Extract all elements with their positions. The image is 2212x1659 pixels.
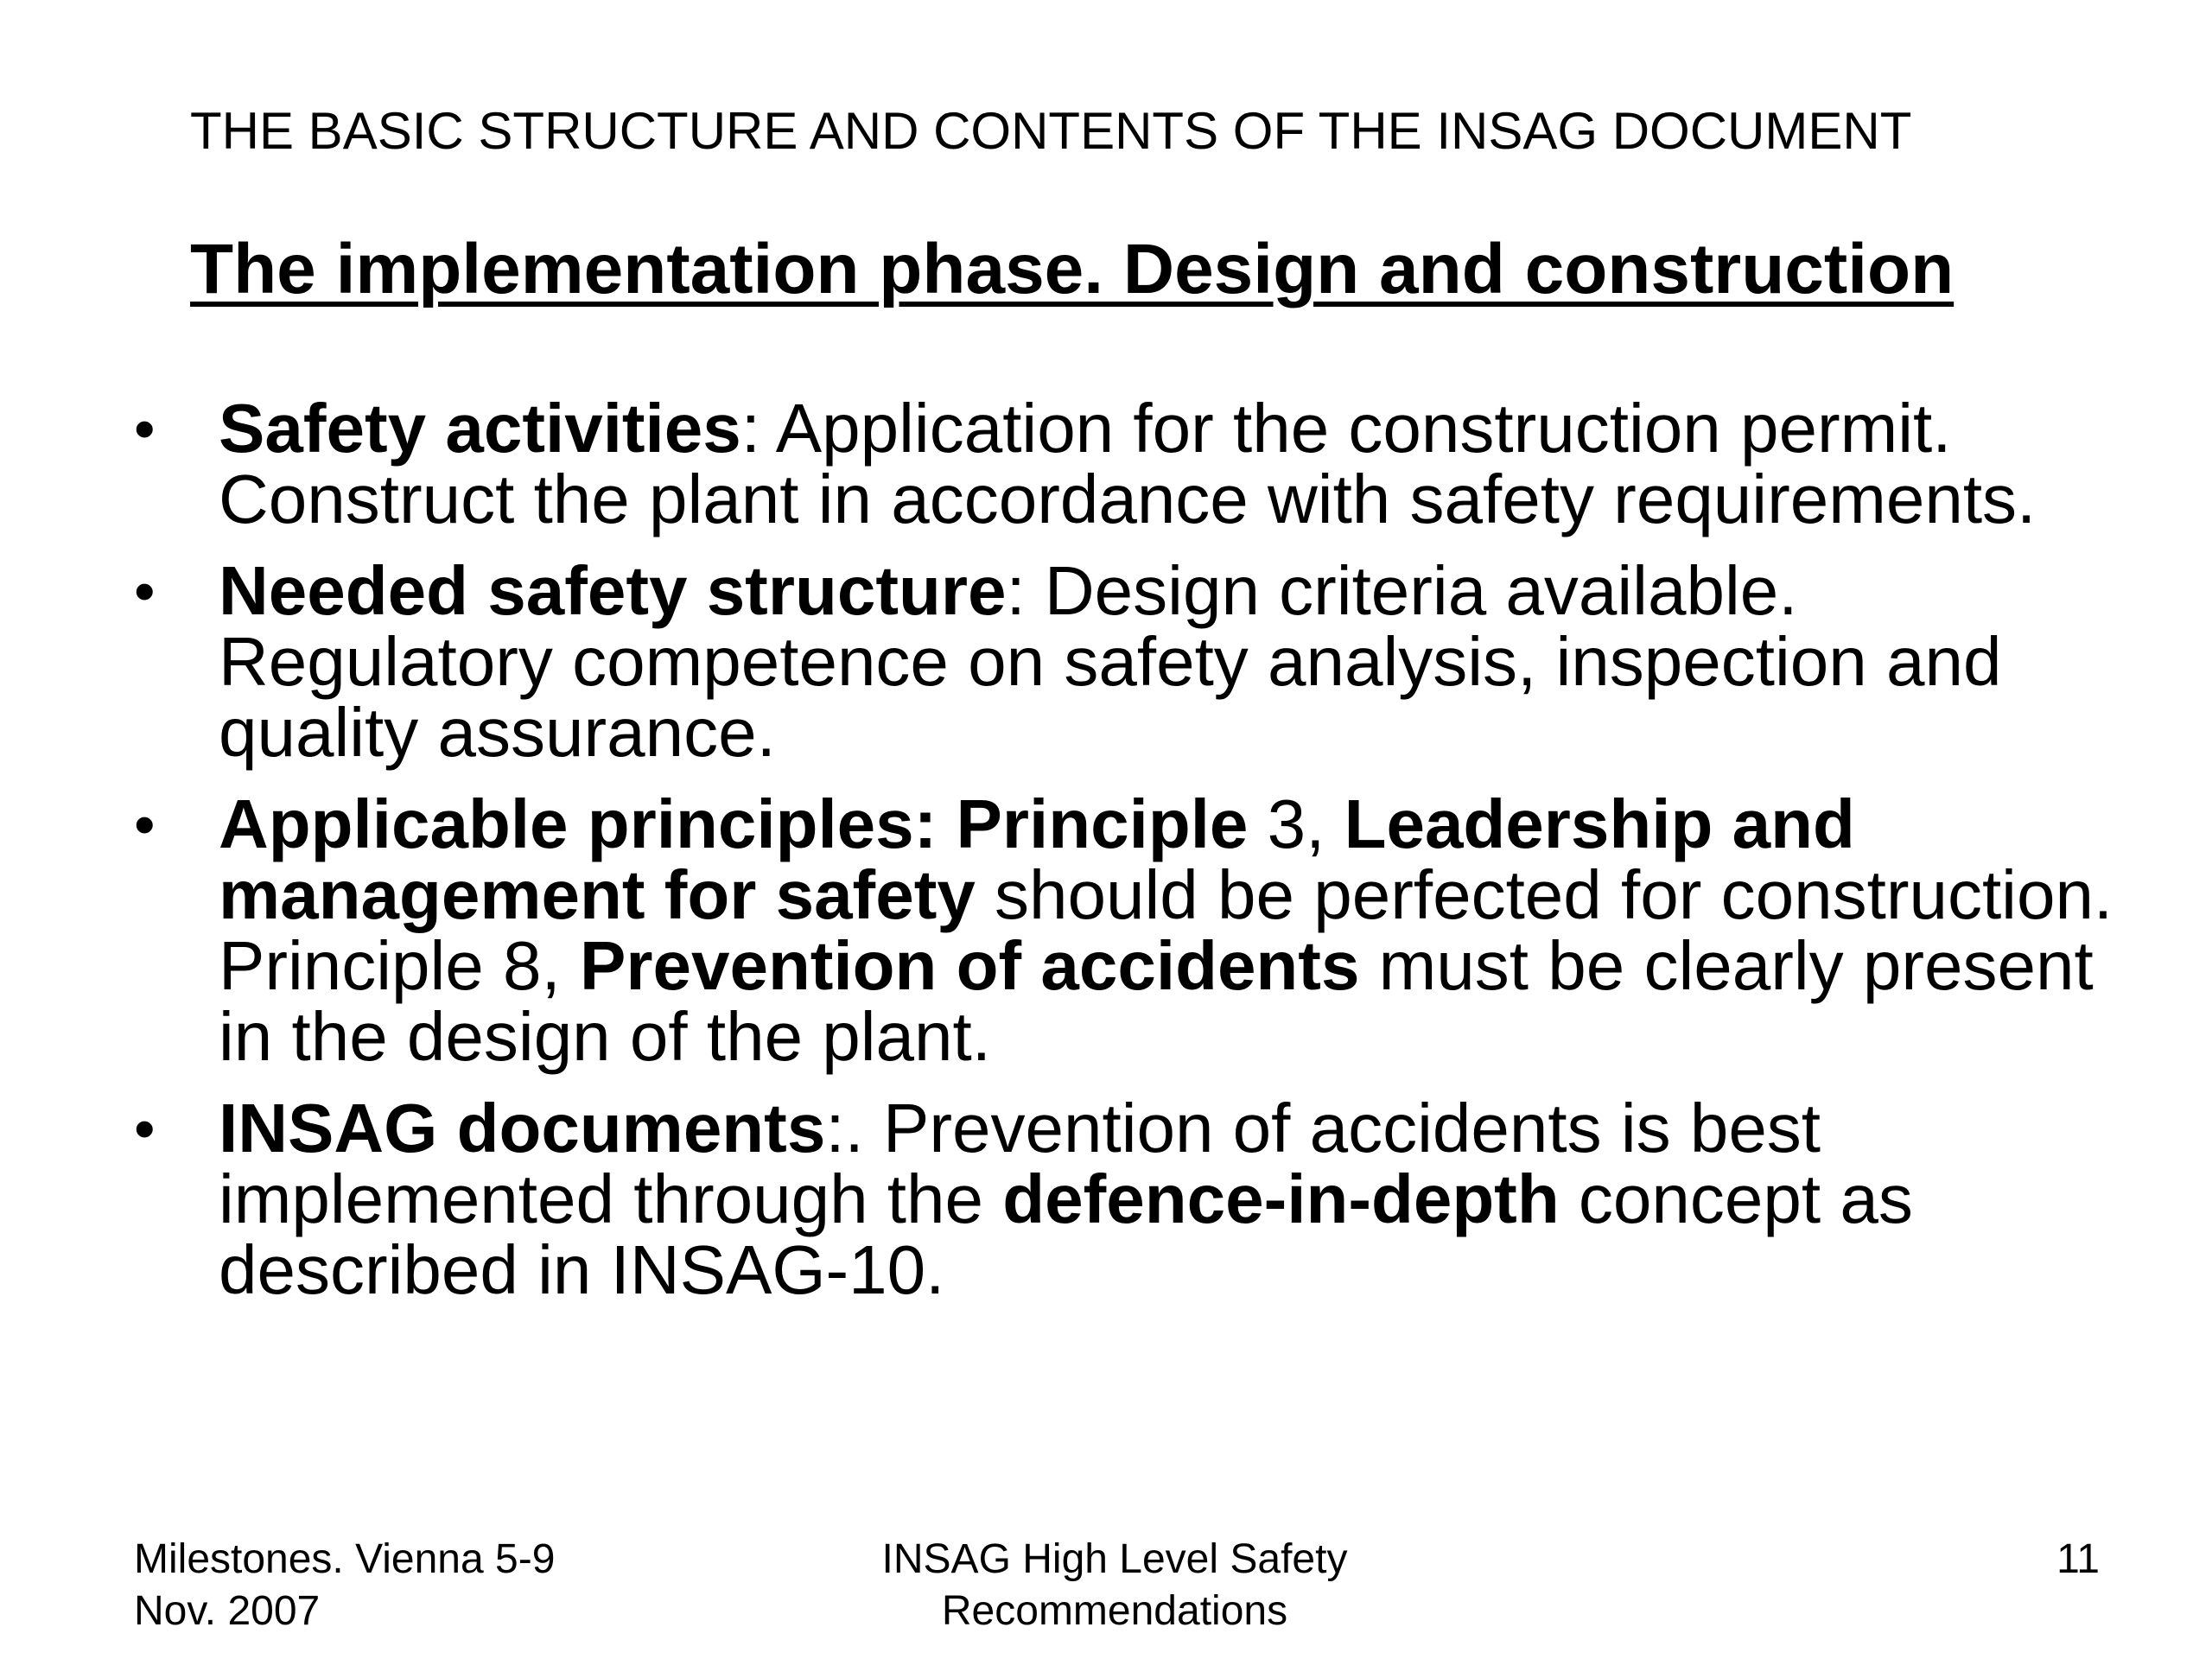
footer-presentation-title: [812, 1534, 1417, 1637]
page-header-title: THE BASIC STRUCTURE AND CONTENTS OF THE INSAG DOCUMENT: [190, 102, 1912, 160]
bullet-text: must be clearly present in the design of the plant.: [219, 927, 2094, 1075]
footer-event-info: [134, 1534, 652, 1637]
bullet-text: : Design criteria available. Regulatory competence on safety analysis, inspection and quality assurance.: [219, 552, 2002, 771]
footer-event-line-1: Milestones. Vienna 5-9: [134, 1536, 556, 1582]
bullet-emphasis: Prevention of accidents: [579, 927, 1360, 1004]
bullet-marker: •: [134, 791, 156, 858]
bullet-text: concept as described in INSAG-10.: [219, 1160, 1913, 1308]
bullet-emphasis: Leadership and management for safety: [219, 785, 1855, 933]
section-subtitle: The implementation phase. Design and construction: [190, 230, 1955, 308]
bullet-item-insag-documents: [134, 1090, 2121, 1308]
bullet-emphasis: defence-in-depth: [1002, 1160, 1560, 1237]
page-number: 11: [2056, 1536, 2100, 1582]
bullet-list: [134, 390, 2121, 1326]
bullet-heading: Safety activities: [219, 390, 741, 467]
bullet-marker: •: [134, 395, 156, 462]
footer-title-line-1: INSAG High Level Safety: [881, 1536, 1348, 1582]
bullet-marker: •: [134, 557, 156, 625]
bullet-text: 3,: [1248, 785, 1344, 862]
bullet-marker: •: [134, 1095, 156, 1162]
bullet-heading: INSAG documents: [219, 1090, 826, 1166]
bullet-item-needed-safety-structure: [134, 552, 2121, 771]
bullet-item-applicable-principles: [134, 785, 2121, 1075]
bullet-text: should be perfected for construction. Principle 8,: [219, 856, 2113, 1004]
bullet-text: : Application for the construction permit. Construct the plant in accordance with safety requirements.: [219, 390, 2037, 537]
footer-title-line-2: Recommendations: [941, 1588, 1288, 1634]
footer-event-line-2: Nov. 2007: [134, 1588, 321, 1634]
bullet-text: :. Prevention of accidents is best implemented through the: [219, 1090, 1821, 1237]
bullet-heading: Applicable principles: Principle: [219, 785, 1249, 862]
bullet-heading: Needed safety structure: [219, 552, 1007, 629]
bullet-item-safety-activities: [134, 390, 2121, 537]
